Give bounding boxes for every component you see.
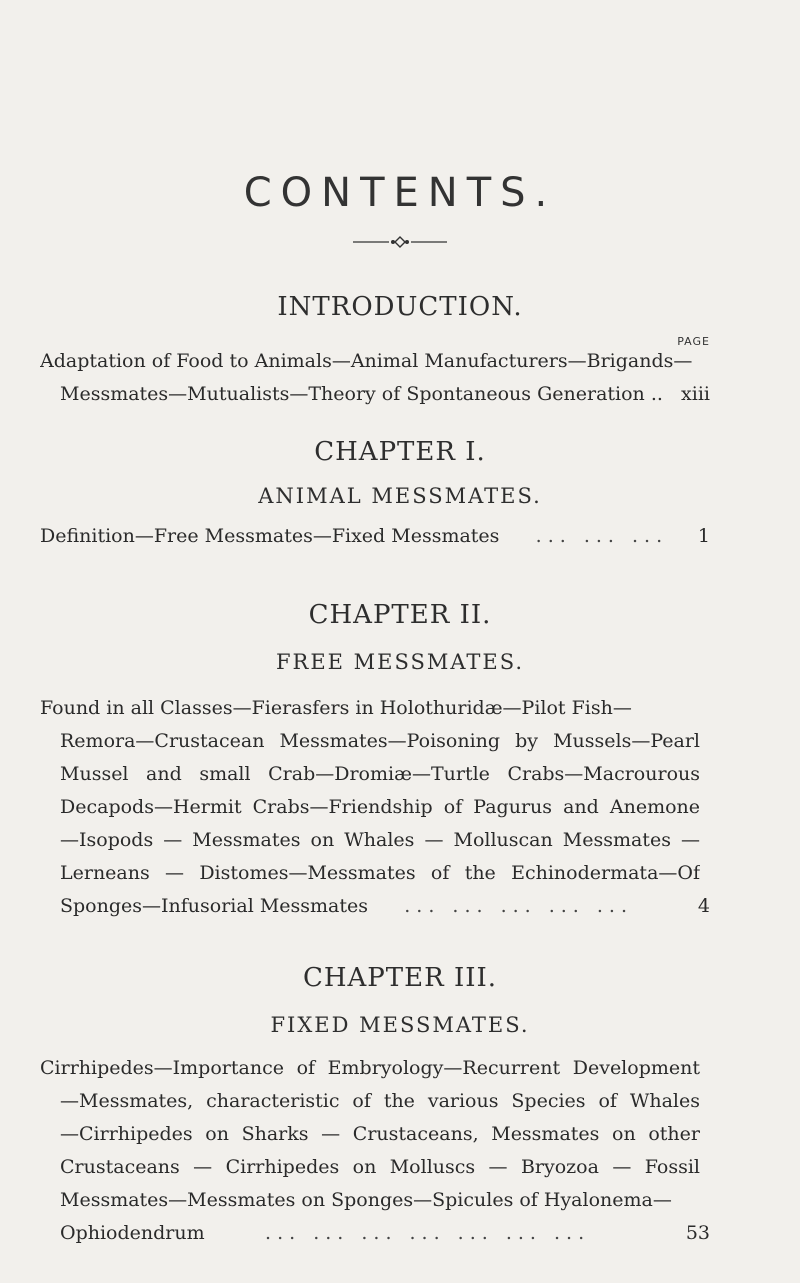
toc-page-number: 1 [697,525,710,547]
entry-line: Ophiodendrum ... ... ... ... ... ... ... [60,1222,591,1244]
toc-entry-chapter-1 [40,520,700,553]
section-heading-chapter-1: CHAPTER I. [314,437,486,467]
entry-line: Sponges—Infusorial Messmates ... ... ... ... ... [60,895,634,917]
entry-line: Found in all Classes—Fierasfers in Holothuridæ—Pilot Fish— [40,697,632,719]
entry-line: Mussel and small Crab—Dromiæ—Turtle Crabs—Macrourous [60,763,700,785]
entry-line: Messmates—Mutualists—Theory of Spontaneous Generation .. [60,383,663,405]
toc-entry-introduction [40,345,700,411]
page-column-label: PAGE [677,335,710,348]
section-heading-introduction: INTRODUCTION. [277,292,523,322]
entry-line: —Messmates, characteristic of the various Species of Whales [60,1090,700,1112]
page-title: CONTENTS. [243,170,557,216]
toc-entry-chapter-3 [40,1052,700,1250]
entry-line: Messmates—Messmates on Sponges—Spicules of Hyalonema— [60,1189,672,1211]
entry-line: Remora—Crustacean Messmates—Poisoning by Mussels—Pearl [60,730,700,752]
entry-line: Decapods—Hermit Crabs—Friendship of Pagurus and Anemone [60,796,700,818]
entry-line: —Isopods — Messmates on Whales — Molluscan Messmates — [60,829,700,851]
toc-page-number: 4 [697,895,710,917]
toc-page-number: xiii [681,383,710,405]
section-subheading-chapter-2: FREE MESSMATES. [275,650,525,674]
toc-page-number: 53 [685,1222,710,1244]
section-heading-chapter-3: CHAPTER III. [302,963,498,993]
section-heading-chapter-2: CHAPTER II. [308,600,492,630]
dot-leader: ... ... ... ... ... ... ... [265,1222,591,1244]
toc-entry-chapter-2 [40,692,700,923]
entry-line: Lerneans — Distomes—Messmates of the Echinodermata—Of [60,862,700,884]
entry-line: Crustaceans — Cirrhipedes on Molluscs — Bryozoa — Fossil [60,1156,700,1178]
entry-line: Definition—Free Messmates—Fixed Messmates ... ... ... [40,525,669,547]
section-subheading-chapter-1: ANIMAL MESSMATES. [258,484,542,508]
dot-leader: ... ... ... [535,525,669,547]
entry-line: —Cirrhipedes on Sharks — Crustaceans, Messmates on other [60,1123,700,1145]
entry-line: Cirrhipedes—Importance of Embryology—Recurrent Development [40,1057,700,1079]
dot-leader: ... ... ... ... ... [404,895,634,917]
entry-line: Adaptation of Food to Animals—Animal Manufacturers—Brigands— [40,350,693,372]
ornament-divider-icon [345,236,455,248]
section-subheading-chapter-3: FIXED MESSMATES. [270,1013,530,1037]
